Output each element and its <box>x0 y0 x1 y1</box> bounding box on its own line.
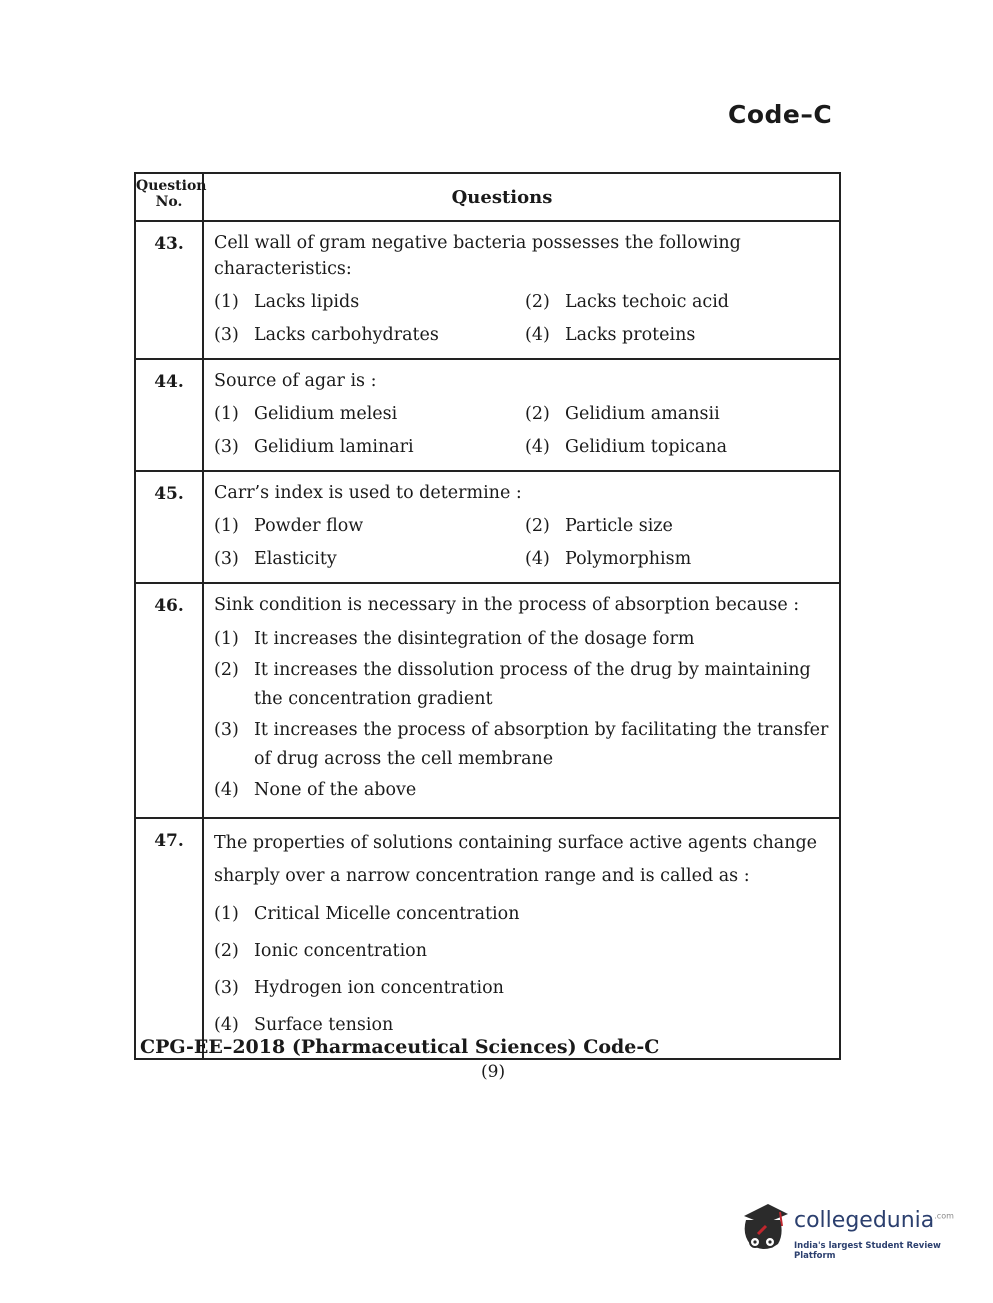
option <box>214 513 525 539</box>
page-number: (9) <box>481 1062 506 1082</box>
option-grid <box>214 289 835 348</box>
question-number: 43. <box>135 221 203 359</box>
option <box>214 434 525 460</box>
question-stem: Sink condition is necessary in the process of absorption because : <box>214 595 800 615</box>
option <box>525 289 835 315</box>
option-text: None of the above <box>254 780 417 800</box>
option-number: (4) <box>214 780 239 800</box>
logo-name-text: collegedunia <box>794 1208 935 1233</box>
option <box>214 546 525 572</box>
option <box>214 625 835 654</box>
question-row <box>135 221 840 359</box>
question-number: 45. <box>135 471 203 583</box>
option-number: (1) <box>214 629 239 649</box>
option-text: Hydrogen ion concentration <box>254 978 504 998</box>
questions-table <box>134 172 841 1060</box>
collegedunia-logo <box>738 1198 968 1261</box>
option-list <box>214 625 835 805</box>
question-number: 44. <box>135 359 203 471</box>
question-stem: Carr’s index is used to determine : <box>214 483 522 503</box>
question-row <box>135 359 840 471</box>
option-text: Lacks techoic acid <box>565 292 729 312</box>
option-number: (3) <box>214 549 239 569</box>
option-text: Lacks proteins <box>565 325 696 345</box>
option-number: (3) <box>214 325 239 345</box>
option-grid <box>214 401 835 460</box>
question-number: 46. <box>135 583 203 818</box>
option-number: (3) <box>214 437 239 457</box>
option-list <box>214 900 835 1040</box>
logo-name <box>794 1208 954 1233</box>
question-body <box>203 583 840 818</box>
option <box>525 513 835 539</box>
question-row <box>135 583 840 818</box>
option <box>214 656 835 714</box>
questions-header: Questions <box>203 173 840 221</box>
question-body <box>203 359 840 471</box>
question-stem: Cell wall of gram negative bacteria possesses the following characteristics: <box>214 233 741 279</box>
logo-tagline: India's largest Student Review Platform <box>794 1241 941 1261</box>
option-grid <box>214 513 835 572</box>
question-row <box>135 818 840 1059</box>
option-number: (2) <box>525 292 550 312</box>
question-stem: The properties of solutions containing surface active agents change sharply over a narrow concentration range and is called as : <box>214 833 818 886</box>
option <box>525 434 835 460</box>
option-text: Powder flow <box>254 516 364 536</box>
option-number: (4) <box>525 549 550 569</box>
mascot-icon <box>738 1198 790 1256</box>
option-number: (1) <box>214 292 239 312</box>
option-number: (2) <box>525 404 550 424</box>
option <box>525 401 835 427</box>
question-number: 47. <box>135 818 203 1059</box>
question-no-header: Question No. <box>135 173 203 221</box>
option-number: (2) <box>525 516 550 536</box>
option <box>525 322 835 348</box>
option-number: (1) <box>214 404 239 424</box>
option-text: Ionic concentration <box>254 941 427 961</box>
option-text: It increases the disintegration of the dosage form <box>254 629 695 649</box>
option-number: (3) <box>214 978 239 998</box>
option-text: Surface tension <box>254 1015 394 1035</box>
option-number: (2) <box>214 660 239 680</box>
option-text: Gelidium laminari <box>254 437 414 457</box>
table-header-row <box>135 173 840 221</box>
option-text: Particle size <box>565 516 673 536</box>
option-text: It increases the dissolution process of the drug by maintaining the concentration gradient <box>254 660 811 709</box>
question-row <box>135 471 840 583</box>
option-text: Gelidium topicana <box>565 437 728 457</box>
question-stem: Source of agar is : <box>214 371 377 391</box>
option-number: (1) <box>214 904 239 924</box>
option-number: (1) <box>214 516 239 536</box>
option <box>214 401 525 427</box>
option-text: It increases the process of absorption by facilitating the transfer of drug across the cell membrane <box>254 720 829 769</box>
option-text: Gelidium melesi <box>254 404 398 424</box>
option-text: Critical Micelle concentration <box>254 904 520 924</box>
option-text: Polymorphism <box>565 549 692 569</box>
question-body <box>203 818 840 1059</box>
option-number: (4) <box>525 437 550 457</box>
option-number: (2) <box>214 941 239 961</box>
option-number: (3) <box>214 720 239 740</box>
option <box>214 937 835 966</box>
option <box>525 546 835 572</box>
option <box>214 900 835 929</box>
option-text: Lacks lipids <box>254 292 360 312</box>
option-text: Lacks carbohydrates <box>254 325 439 345</box>
option-text: Gelidium amansii <box>565 404 720 424</box>
option <box>214 322 525 348</box>
exam-footer: CPG-EE–2018 (Pharmaceutical Sciences) Code-C <box>140 1036 660 1058</box>
option-number: (4) <box>525 325 550 345</box>
question-body <box>203 471 840 583</box>
option-number: (4) <box>214 1015 239 1035</box>
question-body <box>203 221 840 359</box>
logo-domain: .com <box>934 1211 954 1221</box>
option <box>214 716 835 774</box>
option-text: Elasticity <box>254 549 337 569</box>
option <box>214 974 835 1003</box>
option <box>214 289 525 315</box>
option <box>214 776 835 805</box>
exam-code-header: Code–C <box>728 100 833 129</box>
